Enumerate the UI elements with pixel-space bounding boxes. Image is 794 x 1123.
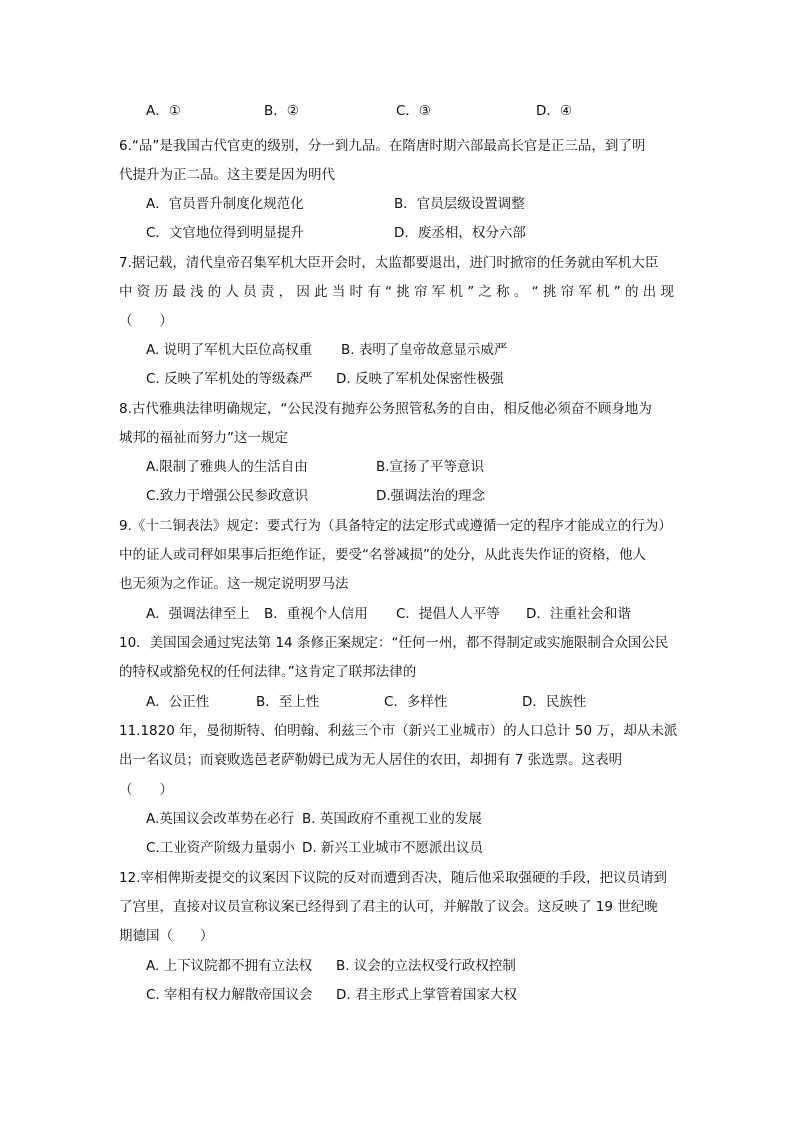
q6-stem-line-1: 6.“品”是我国古代官吏的级别，分一到九品。在隋唐时期六部最高长官是正三品，到了明 (119, 138, 646, 154)
q7-options-row-2 (146, 369, 706, 389)
q8-option-b: B.宣扬了平等意识 (376, 459, 485, 475)
q7-stem-line-1: 7.据记载，清代皇帝召集军机大臣开会时，太监都要退出，进门时掀帘的任务就由军机大臣 (119, 255, 659, 271)
q11-options-row-2 (146, 838, 706, 858)
q9-option-b: B．重视个人信用 (264, 606, 368, 622)
q11-stem-line-3: （ ） (119, 782, 173, 798)
q11-option-b: B. 英国政府不重视工业的发展 (302, 811, 482, 827)
q8-option-d: D.强调法治的理念 (376, 488, 486, 504)
q12-stem-line-1: 12.宰相俾斯麦提交的议案因下议院的反对而遭到否决，随后他采取强硬的手段，把议员请到 (119, 870, 667, 886)
q7-option-c: C. 反映了军机处的等级森严 (146, 371, 313, 387)
q8-options-row-2 (146, 486, 706, 506)
q12-option-b: B. 议会的立法权受行政权控制 (336, 958, 516, 974)
q8-stem-line-2: 城邦的福祉而努力”这一规定 (119, 430, 288, 446)
q6-option-a: A．官员晋升制度化规范化 (146, 196, 304, 212)
q11-option-a: A.英国议会改革势在必行 (146, 811, 295, 827)
q9-option-d: D．注重社会和谐 (526, 606, 631, 622)
q8-option-c: C.致力于增强公民参政意识 (146, 488, 309, 504)
q8-stem-line-1: 8.古代雅典法律明确规定，“公民没有抛弃公务照管私务的自由，相反他必须奋不顾身地为 (119, 401, 652, 417)
q11-options-row-1 (146, 809, 706, 829)
q10-option-c: C．多样性 (384, 694, 448, 710)
q12-options-row-1 (146, 956, 706, 976)
q7-stem-line-2: 中资历最浅的人员责，因此当时有“挑帘军机”之称。“挑帘军机”的出现 (119, 284, 674, 300)
q6-options-row-1 (146, 194, 706, 214)
q10-option-d: D．民族性 (522, 694, 587, 710)
q5-options (146, 101, 706, 121)
q11-option-c: C.工业资产阶级力量弱小 (146, 840, 295, 856)
q8-options-row-1 (146, 457, 706, 477)
q9-stem-line-2: 中的证人或司秤如果事后拒绝作证，要受“名誉减损”的处分，从此丧失作证的资格，他人 (119, 547, 646, 563)
q9-stem-line-1: 9.《十二铜表法》规定：要式行为（具备特定的法定形式或遵循一定的程序才能成立的行为） (119, 518, 672, 534)
q9-option-a: A．强调法律至上 (146, 606, 250, 622)
q6-option-d: D．废丞相，权分六部 (394, 225, 526, 241)
q10-stem-line-2: 的特权或豁免权的任何法律。”这肯定了联邦法律的 (119, 664, 417, 680)
q11-option-d: D. 新兴工业城市不愿派出议员 (302, 840, 483, 856)
q9-stem-line-3: 也无须为之作证。这一规定说明罗马法 (119, 576, 349, 592)
q8-option-a: A.限制了雅典人的生活自由 (146, 459, 308, 475)
q6-option-b: B．官员层级设置调整 (394, 196, 525, 212)
q6-stem-line-2: 代提升为正二品。这主要是因为明代 (119, 167, 335, 183)
q6-options-row-2 (146, 223, 706, 243)
q7-option-a: A. 说明了军机大臣位高权重 (146, 342, 313, 358)
q5-option-a: A．① (146, 103, 181, 119)
q12-stem-line-2: 了宫里，直接对议员宣称议案已经得到了君主的认可，并解散了议会。这反映了 19 世纪晚 (119, 899, 658, 915)
q9-options-row (146, 604, 706, 624)
q7-option-b: B. 表明了皇帝故意显示威严 (341, 342, 508, 358)
q7-option-d: D. 反映了军机处保密性极强 (336, 371, 504, 387)
q10-stem-line-1: 10．美国国会通过宪法第 14 条修正案规定：“任何一州，都不得制定或实施限制合众国公民 (119, 635, 669, 651)
q12-option-a: A. 上下议院都不拥有立法权 (146, 958, 313, 974)
q5-option-b: B．② (264, 103, 299, 119)
q12-option-d: D. 君主形式上掌管着国家大权 (336, 987, 517, 1003)
q5-option-c: C．③ (396, 103, 432, 119)
q10-option-a: A．公正性 (146, 694, 210, 710)
q11-stem-line-1: 11.1820 年，曼彻斯特、伯明翰、利兹三个市（新兴工业城市）的人口总计 50 万，却从未派 (119, 723, 678, 739)
q7-stem-line-3: （ ） (119, 313, 173, 329)
q12-options-row-2 (146, 985, 706, 1005)
q12-option-c: C. 宰相有权力解散帝国议会 (146, 987, 313, 1003)
q7-options-row-1 (146, 340, 706, 360)
q6-option-c: C．文官地位得到明显提升 (146, 225, 304, 241)
q10-option-b: B．至上性 (256, 694, 320, 710)
q9-option-c: C．提倡人人平等 (396, 606, 500, 622)
q5-option-d: D．④ (536, 103, 572, 119)
q10-options-row (146, 692, 706, 712)
q11-stem-line-2: 出一名议员；而衰败选邑老萨勒姆已成为无人居住的农田，却拥有 7 张选票。这表明 (119, 752, 623, 768)
q12-stem-line-3: 期德国（ ） (119, 928, 214, 944)
